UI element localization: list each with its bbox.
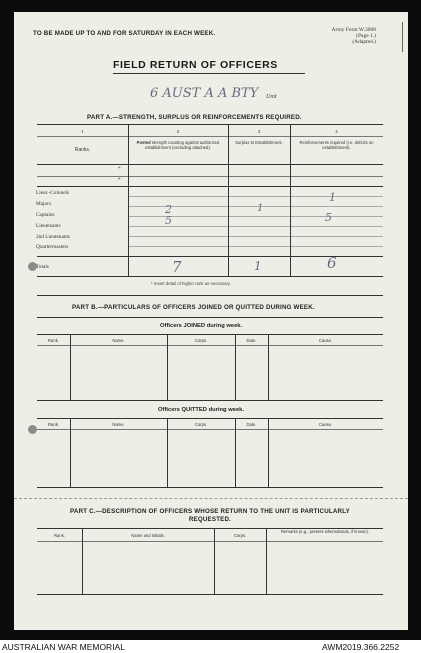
joined-table-top	[37, 334, 383, 335]
footnote: * Insert detail of higher rank as necessary.	[151, 281, 231, 286]
header-reinforcements: Reinforcements required (i.e. deficits on establishment).	[299, 140, 374, 150]
joined-col-divider	[235, 334, 236, 400]
quitted-col-divider	[235, 418, 236, 487]
caption-accession: AWM2019.366.2252	[322, 642, 400, 652]
table-a-rule	[37, 136, 383, 137]
part-b-top-rule	[37, 295, 383, 296]
table-a-col-divider	[128, 124, 129, 276]
total-reinforcements: 6	[327, 254, 337, 272]
col-number: 4	[335, 129, 338, 134]
unit-handwritten: 6 AUST A A BTY	[150, 86, 259, 101]
col-number: 3	[257, 129, 261, 134]
form-page-text: (Page 1.)	[356, 33, 376, 39]
joined-col-divider	[70, 334, 71, 400]
part-c-table-bottom	[37, 594, 383, 595]
col-number: 2	[176, 129, 180, 134]
quitted-table-header-rule	[37, 429, 383, 430]
form-number	[300, 27, 376, 45]
header-ranks: Ranks.	[74, 147, 91, 153]
part-b-title: PART B.—PARTICULARS OF OFFICERS JOINED OR QUITTED DURING WEEK.	[72, 304, 315, 311]
table-a-rule	[128, 246, 383, 247]
value-majors-reinforcements: 1	[329, 191, 336, 204]
asterisk: *	[118, 166, 121, 172]
total-posted: 7	[172, 258, 182, 276]
joined-col-corps: Corps.	[194, 338, 208, 343]
caption-institution: AUSTRALIAN WAR MEMORIAL	[2, 642, 125, 652]
part-c-col-corps: Corps.	[233, 533, 247, 538]
quitted-table-top	[37, 418, 383, 419]
part-c-col-rank: Rank.	[54, 533, 65, 538]
header-posted	[131, 140, 225, 150]
value-captains-surplus: 1	[257, 203, 264, 214]
quitted-col-corps: Corps.	[194, 422, 208, 427]
table-a-rule	[37, 164, 383, 165]
part-c-title	[37, 508, 383, 524]
joined-col-name: Name.	[112, 338, 125, 343]
totals-label: Totals	[36, 264, 49, 270]
asterisk: *	[118, 177, 121, 183]
joined-col-date: Date.	[246, 338, 257, 343]
quitted-col-name: Name.	[112, 422, 125, 427]
joined-col-divider	[268, 334, 269, 400]
unit-label: Unit	[266, 94, 277, 100]
form-number-text: Army Form W.3008	[331, 27, 376, 33]
rank-label: Quartermasters	[36, 244, 69, 250]
table-a-col-divider	[228, 124, 229, 276]
quitted-title: Officers QUITTED during week.	[158, 407, 245, 413]
page-title: FIELD RETURN OF OFFICERS	[113, 59, 278, 71]
table-a-rule	[128, 236, 383, 237]
edge-mark	[402, 22, 403, 52]
table-a-top	[37, 124, 383, 125]
rank-label: Captains	[36, 212, 55, 218]
value-lieutenants-reinforcements: 5	[325, 211, 332, 224]
perforation-line	[14, 498, 408, 499]
rank-label: Lieutenants	[36, 223, 61, 229]
table-a-rule	[37, 186, 383, 187]
quitted-col-rank: Rank.	[48, 422, 59, 427]
joined-col-cause: Cause.	[318, 338, 333, 343]
part-c-col-name: Name and Initials.	[131, 533, 165, 538]
part-c-title-line1: PART C.—DESCRIPTION OF OFFICERS WHOSE RETURN TO THE UNIT IS PARTICULARLY	[70, 508, 350, 515]
part-c-title-line2: REQUESTED.	[188, 516, 232, 523]
part-b-rule	[37, 317, 383, 318]
value-lieutenants-posted: 5	[165, 214, 172, 227]
instruction-text: TO BE MADE UP TO AND FOR SATURDAY IN EACH WEEK.	[33, 30, 216, 37]
part-c-col-remarks: Remarks (e.g., present whereabouts, if known).	[281, 529, 369, 534]
joined-title: Officers JOINED during week.	[160, 323, 243, 329]
joined-col-rank: Rank.	[48, 338, 59, 343]
header-posted-text: strength counting against authorized establishment (excluding attached).	[145, 140, 220, 150]
value-captains-posted: 2	[165, 203, 172, 216]
total-surplus: 1	[254, 259, 262, 273]
joined-col-divider	[167, 334, 168, 400]
table-a-rule	[37, 176, 383, 177]
form-adapted-text: (Adapted.)	[352, 39, 376, 45]
header-surplus: Surplus to Establishment.	[235, 140, 283, 145]
header-posted-bold: Posted	[136, 140, 151, 145]
part-a-title: PART A.—STRENGTH, SURPLUS OR REINFORCEMENTS REQUIRED.	[87, 114, 302, 121]
col-number: 1	[81, 129, 84, 134]
rank-label: Lieut.-Colonels	[36, 190, 70, 196]
joined-table-header-rule	[37, 345, 383, 346]
punch-hole	[28, 425, 37, 434]
part-c-col-divider	[266, 528, 267, 594]
part-c-header-rule	[37, 541, 383, 542]
rank-label: Majors	[36, 201, 52, 207]
quitted-col-divider	[167, 418, 168, 487]
table-a-bottom	[37, 276, 383, 277]
quitted-col-divider	[268, 418, 269, 487]
table-a-col-divider	[290, 124, 291, 276]
quitted-col-date: Date.	[246, 422, 257, 427]
title-underline	[113, 73, 305, 74]
quitted-col-divider	[70, 418, 71, 487]
table-a-rule	[128, 196, 383, 197]
rank-label: 2nd Lieutenants	[36, 234, 70, 240]
quitted-table-bottom	[37, 487, 383, 488]
joined-table-bottom	[37, 400, 383, 401]
quitted-col-cause: Cause.	[318, 422, 333, 427]
